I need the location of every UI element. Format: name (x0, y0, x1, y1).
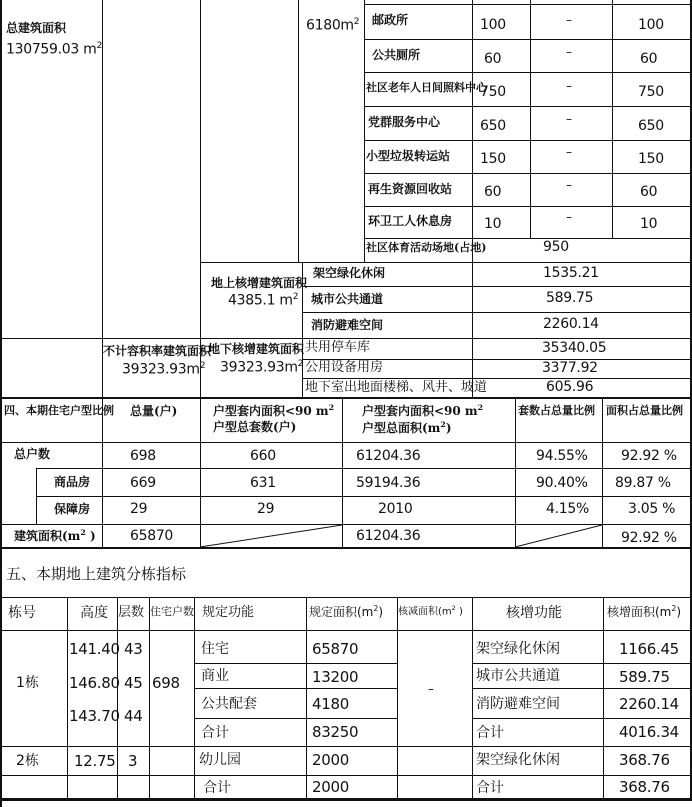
s4-area: 61204.36 (356, 528, 421, 544)
b1-height: 143.70 (69, 707, 120, 725)
facility-name: 党群服务中心 (368, 115, 441, 129)
facility-value-b: – (566, 145, 572, 159)
s4-total: 669 (130, 475, 156, 491)
s4-row-label: 总户数 (14, 447, 51, 461)
facility-name: 环卫工人休息房 (368, 214, 453, 228)
b1-added-area: 589.75 (619, 668, 670, 686)
facility-value-a: 150 (480, 151, 506, 167)
above-item-value: 589.75 (546, 290, 594, 306)
b1-added-function: 消防避难空间 (476, 696, 560, 712)
diagonal-slash (515, 524, 602, 548)
building-1-name: 1栋 (16, 675, 39, 691)
facility-name: 公共厕所 (372, 48, 421, 62)
b1-height: 141.40 (69, 640, 120, 658)
s4-header-count-2: 户型总套数(户) (213, 420, 297, 434)
b1-function-area: 4180 (312, 695, 349, 713)
above-ground-value: 4385.1 $m^2$ (228, 292, 299, 309)
s5-header: 住宅户数 (150, 605, 194, 618)
b2-function: 幼儿园 (199, 752, 241, 768)
b1-floors: 45 (124, 674, 143, 692)
b1-function: 商业 (201, 668, 229, 684)
s5-header: 规定面积$(m^2)$ (309, 604, 384, 619)
excluded-label: 不计容积率建筑面积 (103, 344, 212, 358)
b2-function-area: 2000 (312, 751, 349, 769)
b1-added-function: 合计 (476, 725, 504, 741)
facility-value-a: 100 (480, 17, 506, 33)
b1-households: 698 (152, 674, 180, 692)
b1-function: 合计 (201, 725, 229, 741)
s4-header-total: 总量(户) (130, 404, 178, 418)
b1-reduced-area: – (428, 682, 434, 696)
s5-header: 核减面积($m^2$ ) (398, 604, 463, 618)
facility-value-c: 100 (638, 17, 664, 33)
b1-added-function: 城市公共通道 (476, 668, 560, 684)
b2-added-function: 架空绿化休闲 (476, 752, 560, 768)
facility-name: 小型垃圾转运站 (366, 149, 451, 163)
s4-ratio2: 92.92 % (621, 448, 677, 464)
facility-value-a: 60 (484, 51, 502, 67)
underground-item-value: 3377.92 (542, 360, 598, 376)
s4-ratio2: 3.05 % (628, 501, 676, 517)
underground-item-value: 35340.05 (542, 340, 607, 356)
building-2-name: 2栋 (16, 753, 39, 769)
above-item-value: 1535.21 (543, 265, 599, 281)
s4-header-area: 户型套内面积<90 $m^2$ (362, 403, 484, 418)
facility-value-b: – (566, 13, 572, 27)
section5-title: 五、本期地上建筑分栋指标 (6, 565, 187, 583)
facility-value-a: 60 (484, 184, 502, 200)
b2-added-function: 合计 (476, 780, 504, 796)
facility-value-c: 60 (640, 51, 658, 67)
s4-count: 631 (250, 475, 276, 491)
s4-count: 660 (250, 448, 276, 464)
facility-name: 再生资源回收站 (368, 182, 453, 196)
total-area-value: 130759.03 $m^2$ (6, 41, 102, 58)
b1-added-area: 4016.34 (619, 723, 679, 741)
s4-ratio1: 90.40% (536, 475, 588, 491)
b1-floors: 44 (124, 707, 143, 725)
sports-land-value: 950 (543, 239, 569, 255)
facility-value-c: 60 (640, 184, 658, 200)
b1-added-area: 2260.14 (619, 695, 679, 713)
b1-function-area: 65870 (312, 640, 359, 658)
facility-value-b: – (566, 45, 572, 59)
facility-name: 邮政所 (372, 13, 409, 27)
s4-row-label: 商品房 (54, 475, 91, 489)
s4-header-ratio2: 面积占总量比例 (606, 404, 683, 417)
s4-ratio1: 94.55% (536, 448, 588, 464)
b1-function: 公共配套 (201, 696, 257, 712)
b1-function-area: 13200 (312, 668, 359, 686)
s4-row-label: 建筑面积($m^2$ ) (14, 528, 96, 543)
above-ground-label: 地上核增建筑面积 (211, 276, 308, 290)
facility-value-b: – (566, 210, 572, 224)
underground-label: 地下核增建筑面积 (208, 342, 305, 356)
b2-floors: 3 (128, 752, 138, 770)
underground-item-value: 605.96 (546, 379, 594, 395)
s4-header-count: 户型套内面积<90 $m^2$ (213, 403, 335, 418)
facility-value-a: 750 (480, 84, 506, 100)
s5-header: 规定功能 (202, 605, 255, 620)
facility-value-b: – (566, 178, 572, 192)
above-item-name: 架空绿化休闲 (313, 266, 386, 280)
facility-value-b: – (566, 79, 572, 93)
total-area-label: 总建筑面积 (6, 21, 67, 35)
s4-area: 2010 (378, 501, 413, 517)
b2-added-area: 368.76 (619, 751, 670, 769)
s4-area: 61204.36 (356, 448, 421, 464)
b1-floors: 43 (124, 640, 143, 658)
facility-group-area: $6180m^2$ (306, 17, 360, 34)
s4-total: 65870 (130, 528, 174, 544)
above-item-name: 城市公共通道 (311, 292, 384, 306)
s4-total: 698 (130, 448, 156, 464)
s5-header: 核增功能 (506, 605, 562, 621)
underground-item-name: 共用停车库 (305, 340, 371, 355)
b1-added-area: 1166.45 (619, 640, 679, 658)
s4-count: 29 (257, 501, 275, 517)
facility-name: 社区老年人日间照料中心 (366, 81, 487, 94)
diagonal-slash (200, 524, 342, 548)
s4-area: 59194.36 (356, 475, 421, 491)
b1-added-function: 架空绿化休闲 (476, 641, 560, 657)
facility-value-a: 650 (480, 118, 506, 134)
facility-value-c: 150 (638, 151, 664, 167)
s4-total: 29 (130, 501, 148, 517)
s5-header: 核增面积$(m^2)$ (607, 604, 682, 619)
b1-function: 住宅 (201, 641, 229, 657)
excluded-value: $39323.93m^2$ (122, 361, 206, 378)
s4-header-area-2: 户型总面积$(m^2)$ (362, 420, 452, 435)
underground-value: $39323.93m^2$ (220, 359, 304, 376)
facility-value-c: 750 (638, 84, 664, 100)
underground-item-name: 地下室出地面楼梯、风井、坡道 (305, 380, 488, 395)
b2-height: 12.75 (74, 752, 116, 770)
facility-value-a: 10 (484, 216, 502, 232)
b1-function-area: 83250 (312, 723, 359, 741)
s4-ratio2: 89.87 % (615, 475, 671, 491)
facility-value-c: 650 (638, 118, 664, 134)
section4-title: 四、本期住宅户型比例 (4, 404, 114, 417)
b2-function-area: 2000 (312, 778, 349, 796)
s4-row-label: 保障房 (54, 502, 91, 516)
facility-value-c: 10 (640, 216, 658, 232)
b1-height: 146.80 (69, 674, 120, 692)
facility-value-b: – (566, 112, 572, 126)
s5-header: 层数 (118, 605, 145, 620)
s4-ratio2: 92.92 % (621, 530, 677, 546)
above-item-name: 消防避难空间 (311, 318, 384, 332)
s4-ratio1: 4.15% (546, 501, 589, 517)
s5-header: 高度 (80, 605, 108, 621)
b2-function: 合计 (203, 780, 231, 796)
b2-added-area: 368.76 (619, 778, 670, 796)
above-item-value: 2260.14 (543, 316, 599, 332)
sports-land-label: 社区体育活动场地(占地) (366, 241, 487, 254)
s5-header: 栋号 (8, 605, 36, 621)
s4-header-ratio1: 套数占总量比例 (518, 404, 595, 417)
underground-item-name: 公用设备用房 (305, 360, 384, 375)
